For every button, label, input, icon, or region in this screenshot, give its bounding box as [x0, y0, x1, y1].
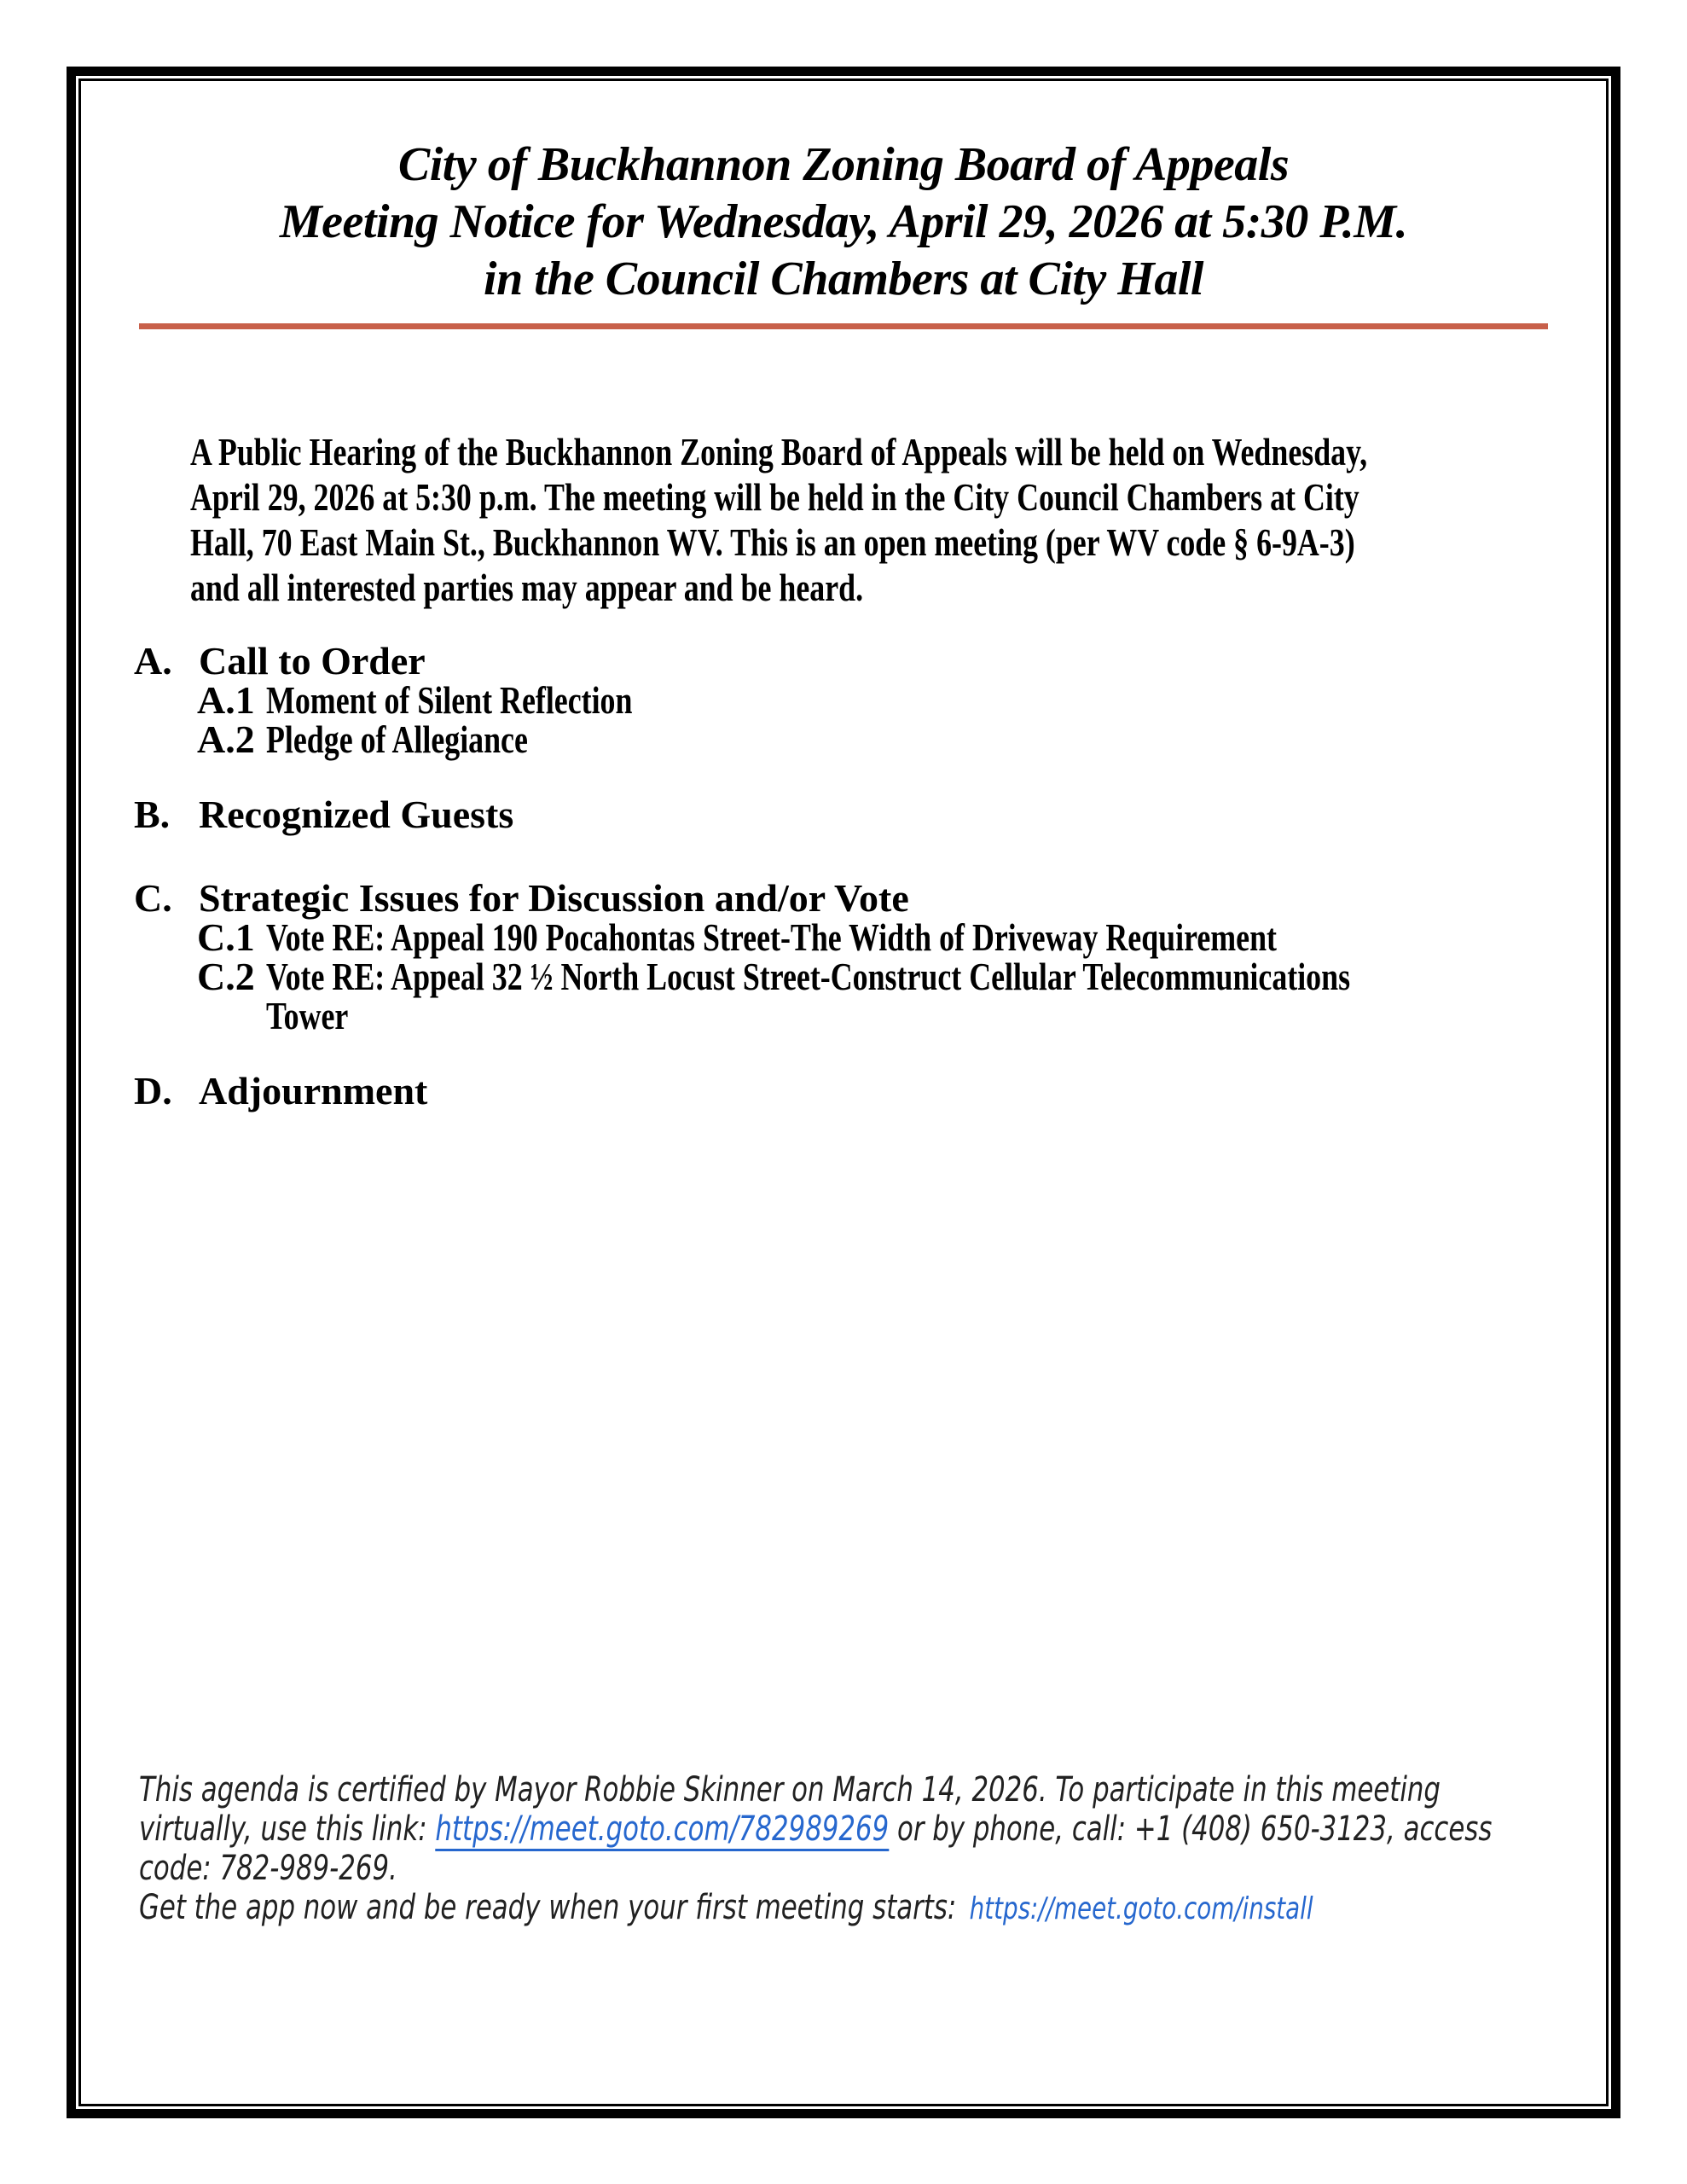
agenda-subitem-marker: A.2	[197, 717, 255, 761]
intro-paragraph	[190, 429, 1657, 610]
agenda-subitem-marker: C.1	[197, 915, 255, 959]
footer-certification	[139, 1770, 1640, 1929]
agenda-subitem-text: Moment of Silent Reflection	[266, 678, 633, 722]
agenda-item-marker: C.	[134, 876, 172, 920]
footer-line-4	[139, 1888, 1313, 1929]
intro-line: and all interested parties may appear and be heard.	[190, 566, 864, 609]
agenda-subitem-c1	[197, 915, 1635, 959]
intro-line: Hall, 70 East Main St., Buckhannon WV. This is an open meeting (per WV code § 6-9A-3)	[190, 520, 1355, 564]
agenda-subitem-marker: A.1	[197, 678, 255, 722]
footer-line-2-text: virtually, use this link:	[139, 1809, 436, 1849]
agenda-item-c	[134, 876, 1635, 920]
agenda-subitem-a2	[197, 717, 1635, 761]
intro-line: A Public Hearing of the Buckhannon Zoning Board of Appeals will be held on Wednesday,	[190, 430, 1368, 473]
title-line-1: City of Buckhannon Zoning Board of Appeals	[397, 138, 1290, 191]
agenda-subitem-text: Vote RE: Appeal 32 ½ North Locust Street-Construct Cellular Telecommunications	[266, 955, 1351, 998]
agenda-subitem-text-wrap: Tower	[266, 994, 349, 1037]
agenda-subitem-text: Pledge of Allegiance	[266, 717, 528, 761]
agenda-item-d	[134, 1069, 1635, 1112]
agenda-item-title: Adjournment	[199, 1069, 428, 1112]
agenda-item-marker: A.	[134, 639, 172, 682]
agenda-subitem-c2	[197, 957, 1635, 1036]
footer-line-2	[139, 1809, 1493, 1849]
agenda-item-a	[134, 639, 1635, 682]
agenda-item-b	[134, 795, 1635, 834]
agenda-list	[134, 639, 1635, 1112]
intro-line: April 29, 2026 at 5:30 p.m. The meeting will be held in the City Council Chambers at City	[190, 475, 1359, 519]
agenda-item-marker: D.	[134, 1069, 172, 1112]
document-title	[139, 136, 1548, 308]
agenda-item-marker: B.	[134, 793, 171, 836]
agenda-item-title: Call to Order	[199, 639, 426, 682]
agenda-subitem-marker: C.2	[197, 955, 255, 998]
footer-line-1: This agenda is certified by Mayor Robbie Skinner on March 14, 2026. To participate in this meeting	[139, 1770, 1441, 1809]
title-rule	[139, 323, 1548, 329]
agenda-item-title: Recognized Guests	[199, 793, 514, 836]
footer-line-4-text: Get the app now and be ready when your first meeting starts:	[139, 1888, 957, 1927]
agenda-subitem-a1	[197, 678, 1635, 722]
title-line-3: in the Council Chambers at City Hall	[484, 253, 1203, 305]
meeting-link[interactable]: https://meet.goto.com/782989269	[435, 1809, 889, 1851]
agenda-subitem-text: Vote RE: Appeal 190 Pocahontas Street-The Width of Driveway Requirement	[266, 915, 1278, 959]
footer-line-3: code: 782-989-269.	[139, 1849, 397, 1888]
footer-line-2-text-after: or by phone, call: +1 (408) 650-3123, access	[889, 1809, 1493, 1849]
title-line-2: Meeting Notice for Wednesday, April 29, 2026 at 5:30 P.M.	[279, 195, 1408, 248]
install-link[interactable]: https://meet.goto.com/install	[969, 1891, 1313, 1926]
agenda-item-title: Strategic Issues for Discussion and/or Vote	[199, 876, 909, 920]
